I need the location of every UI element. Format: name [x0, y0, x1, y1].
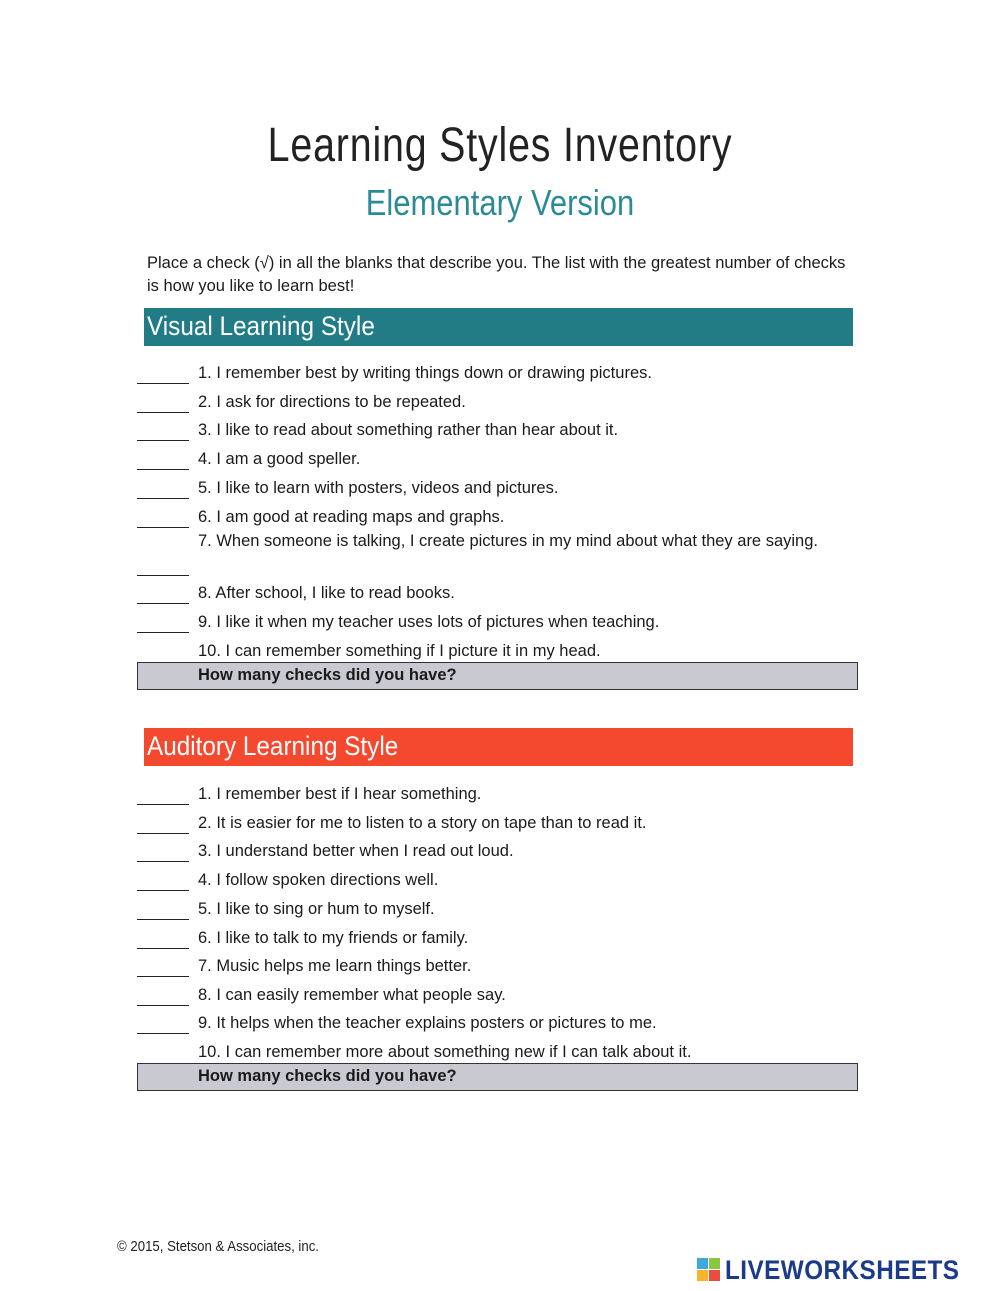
list-item	[0, 448, 1000, 477]
list-item	[0, 477, 1000, 506]
answer-blank[interactable]	[137, 632, 189, 633]
answer-blank[interactable]	[137, 412, 189, 413]
answer-blank[interactable]	[137, 976, 189, 977]
list-item	[0, 391, 1000, 420]
total-row-visual	[137, 662, 858, 690]
instructions: Place a check (√) in all the blanks that describe you. The list with the greatest number of checks is how you like to learn best!	[147, 254, 846, 295]
answer-blank[interactable]	[137, 498, 189, 499]
list-item	[0, 812, 1000, 841]
answer-blank[interactable]	[137, 383, 189, 384]
total-answer-blank[interactable]	[147, 689, 181, 690]
item-text: 5. I like to learn with posters, videos and pictures.	[198, 479, 559, 497]
answer-blank[interactable]	[137, 861, 189, 862]
item-text: 1. I remember best by writing things down or drawing pictures.	[198, 364, 652, 382]
item-text: 9. It helps when the teacher explains posters or pictures to me.	[198, 1014, 657, 1032]
item-text: 6. I like to talk to my friends or family.	[198, 929, 469, 947]
list-item	[0, 840, 1000, 869]
item-text: 7. When someone is talking, I create pictures in my mind about what they are saying.	[198, 532, 818, 550]
item-text: 2. I ask for directions to be repeated.	[198, 393, 466, 411]
list-item	[0, 984, 1000, 1013]
list-item	[0, 582, 1000, 611]
total-label: How many checks did you have?	[198, 1067, 457, 1085]
logo-blocks-icon	[697, 1258, 721, 1282]
total-row-auditory	[137, 1063, 858, 1091]
answer-blank[interactable]	[137, 1033, 189, 1034]
item-text: 10. I can remember something if I picture it in my head.	[198, 642, 601, 660]
answer-blank[interactable]	[137, 440, 189, 441]
item-text: 7. Music helps me learn things better.	[198, 957, 472, 975]
answer-blank[interactable]	[137, 890, 189, 891]
item-text: 9. I like it when my teacher uses lots of pictures when teaching.	[198, 613, 660, 631]
list-item	[0, 955, 1000, 984]
answer-blank[interactable]	[137, 575, 189, 576]
item-text: 10. I can remember more about something new if I can talk about it.	[198, 1043, 692, 1061]
item-text: 4. I am a good speller.	[198, 450, 361, 468]
list-item	[0, 927, 1000, 956]
answer-blank[interactable]	[137, 919, 189, 920]
answer-blank[interactable]	[137, 833, 189, 834]
item-text: 3. I like to read about something rather than hear about it.	[198, 421, 619, 439]
answer-blank[interactable]	[137, 603, 189, 604]
list-item	[0, 419, 1000, 448]
answer-blank[interactable]	[137, 469, 189, 470]
logo-text: LIVEWORKSHEETS	[725, 1255, 960, 1285]
item-text: 1. I remember best if I hear something.	[198, 785, 482, 803]
page-subtitle: Elementary Version	[365, 182, 635, 223]
section-heading-visual	[144, 308, 853, 346]
section-heading-label: Visual Learning Style	[147, 311, 375, 341]
section-heading-auditory	[144, 728, 853, 766]
answer-blank[interactable]	[137, 948, 189, 949]
copyright: © 2015, Stetson & Associates, inc.	[117, 1238, 319, 1255]
item-text: 2. It is easier for me to listen to a story on tape than to read it.	[198, 814, 647, 832]
list-item	[0, 869, 1000, 898]
item-text: 3. I understand better when I read out loud.	[198, 842, 514, 860]
item-text: 6. I am good at reading maps and graphs.	[198, 508, 505, 526]
total-label: How many checks did you have?	[198, 666, 457, 684]
item-text: 8. After school, I like to read books.	[198, 584, 455, 602]
answer-blank[interactable]	[137, 527, 189, 528]
item-text: 8. I can easily remember what people say.	[198, 986, 506, 1004]
list-item	[0, 362, 1000, 391]
item-text: 4. I follow spoken directions well.	[198, 871, 439, 889]
list-item	[0, 530, 1000, 578]
list-item	[0, 898, 1000, 927]
item-text: 5. I like to sing or hum to myself.	[198, 900, 435, 918]
answer-blank[interactable]	[137, 1005, 189, 1006]
section-heading-label: Auditory Learning Style	[147, 731, 399, 761]
list-item	[0, 783, 1000, 812]
list-item	[0, 1012, 1000, 1041]
page-title: Learning Styles Inventory	[267, 119, 733, 172]
answer-blank[interactable]	[137, 804, 189, 805]
list-item	[0, 611, 1000, 640]
